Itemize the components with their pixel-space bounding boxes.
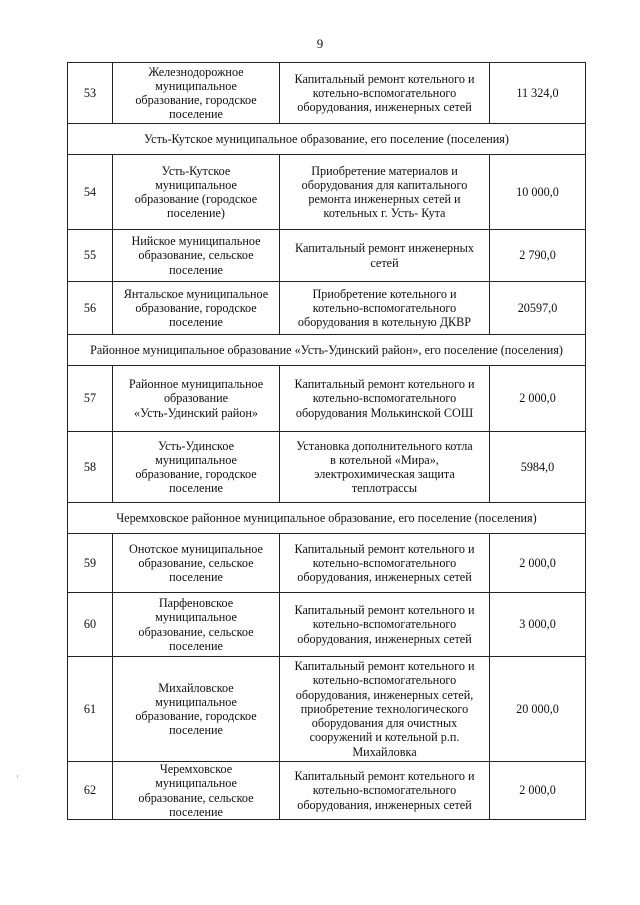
municipality-name-line: муниципальное	[155, 177, 237, 192]
row-number: 60	[68, 593, 113, 657]
municipality-name-line: образование, сельское	[138, 624, 254, 639]
purpose-line: оборудования, инженерных сетей,	[295, 687, 474, 702]
purpose-description	[280, 63, 490, 124]
municipality-name-line: поселение	[169, 262, 223, 277]
purpose-line: оборудования, инженерных сетей	[297, 797, 472, 812]
municipality-name-line: муниципальное	[155, 610, 237, 625]
municipality-name-line: образование, сельское	[138, 790, 254, 805]
municipality-name-line: Михайловское	[158, 680, 234, 695]
purpose-line: Капитальный ремонт инженерных	[295, 241, 474, 256]
table-row	[68, 366, 586, 432]
table-row	[68, 534, 586, 593]
section-row	[68, 335, 586, 366]
purpose-description	[280, 366, 490, 432]
municipality-name	[113, 534, 280, 593]
municipality-name-line: Янтальское муниципальное	[123, 286, 269, 301]
municipality-name	[113, 366, 280, 432]
municipality-name-line: Усть-Кутское	[161, 163, 231, 178]
municipality-name-line: Онотское муниципальное	[129, 541, 263, 556]
purpose-description	[280, 534, 490, 593]
purpose-line: Приобретение котельного и	[312, 286, 457, 301]
table-row	[68, 63, 586, 124]
municipality-name-line: муниципальное	[155, 694, 237, 709]
purpose-description	[280, 432, 490, 503]
municipality-name-line: муниципальное	[155, 452, 237, 467]
purpose-description	[280, 593, 490, 657]
municipality-name-line: Нийское муниципальное	[131, 234, 261, 249]
municipality-name-line: образование, городское	[135, 93, 257, 107]
purpose-line: котельно-вспомогательного	[312, 300, 457, 315]
municipality-name	[113, 63, 280, 124]
municipality-name-line: Парфеновское	[158, 596, 234, 611]
purpose-line: приобретение технологического	[300, 701, 469, 716]
row-number: 55	[68, 230, 113, 282]
amount: 5984,0	[490, 432, 586, 503]
purpose-line: оборудования, инженерных сетей	[297, 100, 472, 115]
margin-mark	[17, 775, 18, 778]
municipality-name	[113, 657, 280, 762]
purpose-line: Капитальный ремонт котельного и	[294, 71, 475, 86]
purpose-line: ремонта инженерных сетей и	[308, 192, 461, 206]
municipality-name	[113, 230, 280, 282]
purpose-line: теплотрассы	[351, 481, 418, 496]
municipality-name-line: поселение)	[167, 206, 225, 221]
purpose-line: оборудования, инженерных сетей	[297, 631, 472, 646]
municipality-name-line: образование	[163, 391, 229, 406]
municipality-name	[113, 155, 280, 230]
purpose-line: в котельной «Мира»,	[330, 452, 439, 467]
municipality-name	[113, 593, 280, 657]
purpose-line: оборудования, инженерных сетей	[297, 570, 472, 585]
municipality-name-line: поселение	[169, 315, 223, 330]
row-number: 58	[68, 432, 113, 503]
municipality-name-line: муниципальное	[155, 776, 237, 791]
purpose-line: Капитальный ремонт котельного и	[294, 603, 475, 618]
purpose-line: Капитальный ремонт котельного и	[294, 541, 475, 556]
row-number: 53	[68, 63, 113, 124]
section-row	[68, 503, 586, 534]
amount: 2 000,0	[490, 366, 586, 432]
purpose-description	[280, 230, 490, 282]
row-number: 59	[68, 534, 113, 593]
row-number: 54	[68, 155, 113, 230]
purpose-line: Михайловка	[352, 744, 417, 759]
funding-table	[67, 62, 586, 820]
purpose-line: котельно-вспомогательного	[312, 555, 457, 570]
amount: 20 000,0	[490, 657, 586, 762]
municipality-name-line: поселение	[169, 481, 223, 496]
municipality-name-line: Черемховское	[159, 762, 233, 777]
section-title: Районное муниципальное образование «Усть-Удинский район», его поселение (поселения)	[68, 335, 586, 366]
purpose-line: котельных г. Усть- Кута	[323, 206, 446, 221]
purpose-line: Капитальный ремонт котельного и	[294, 659, 475, 674]
purpose-line: оборудования Молькинской СОШ	[295, 405, 474, 420]
purpose-line: котельно-вспомогательного	[312, 85, 457, 100]
amount: 3 000,0	[490, 593, 586, 657]
purpose-line: котельно-вспомогательного	[312, 617, 457, 632]
municipality-name-line: образование (городское	[134, 192, 258, 206]
table-row	[68, 432, 586, 503]
municipality-name-line: образование, сельское	[138, 248, 254, 263]
table-row	[68, 762, 586, 820]
municipality-name	[113, 282, 280, 335]
section-title: Усть-Кутское муниципальное образование, его поселение (поселения)	[68, 124, 586, 155]
municipality-name-line: поселение	[169, 638, 223, 653]
municipality-name-line: поселение	[169, 570, 223, 585]
table-row	[68, 657, 586, 762]
municipality-name-line: поселение	[169, 107, 223, 122]
municipality-name-line: Усть-Удинское	[157, 438, 235, 453]
purpose-line: котельно-вспомогательного	[312, 673, 457, 688]
table-row	[68, 155, 586, 230]
amount: 2 790,0	[490, 230, 586, 282]
row-number: 62	[68, 762, 113, 820]
municipality-name-line: образование, городское	[135, 300, 257, 315]
purpose-line: Приобретение материалов и	[311, 163, 458, 178]
row-number: 56	[68, 282, 113, 335]
section-row	[68, 124, 586, 155]
purpose-description	[280, 657, 490, 762]
purpose-line: котельно-вспомогательного	[312, 391, 457, 406]
municipality-name-line: поселение	[169, 723, 223, 738]
municipality-name-line: образование, городское	[135, 467, 257, 481]
purpose-line: оборудования для очистных	[311, 716, 458, 731]
purpose-line: оборудования для капитального	[301, 177, 468, 192]
municipality-name-line: муниципальное	[155, 78, 237, 93]
purpose-line: Капитальный ремонт котельного и	[294, 769, 475, 784]
purpose-line: Установка дополнительного котла	[296, 438, 473, 453]
municipality-name	[113, 432, 280, 503]
amount: 20597,0	[490, 282, 586, 335]
row-number: 57	[68, 366, 113, 432]
table-row	[68, 230, 586, 282]
page-number: 9	[316, 36, 324, 51]
amount: 2 000,0	[490, 762, 586, 820]
municipality-name-line: Железнодорожное	[148, 64, 244, 79]
purpose-description	[280, 762, 490, 820]
amount: 10 000,0	[490, 155, 586, 230]
amount: 11 324,0	[490, 63, 586, 124]
purpose-line: сооружений и котельной р.п.	[309, 730, 460, 745]
purpose-line: Капитальный ремонт котельного и	[294, 377, 475, 392]
row-number: 61	[68, 657, 113, 762]
purpose-line: электрохимическая защита	[314, 467, 455, 481]
section-title: Черемховское районное муниципальное образование, его поселение (поселения)	[68, 503, 586, 534]
municipality-name	[113, 762, 280, 820]
purpose-line: оборудования в котельную ДКВР	[297, 315, 472, 330]
municipality-name-line: поселение	[169, 804, 223, 819]
municipality-name-line: Районное муниципальное	[128, 377, 264, 392]
municipality-name-line: «Усть-Удинский район»	[134, 405, 258, 420]
table-row	[68, 282, 586, 335]
purpose-description	[280, 282, 490, 335]
municipality-name-line: образование, городское	[135, 709, 257, 723]
purpose-description	[280, 155, 490, 230]
table-row	[68, 593, 586, 657]
amount: 2 000,0	[490, 534, 586, 593]
municipality-name-line: образование, сельское	[138, 555, 254, 570]
purpose-line: сетей	[370, 255, 399, 270]
purpose-line: котельно-вспомогательного	[312, 783, 457, 798]
